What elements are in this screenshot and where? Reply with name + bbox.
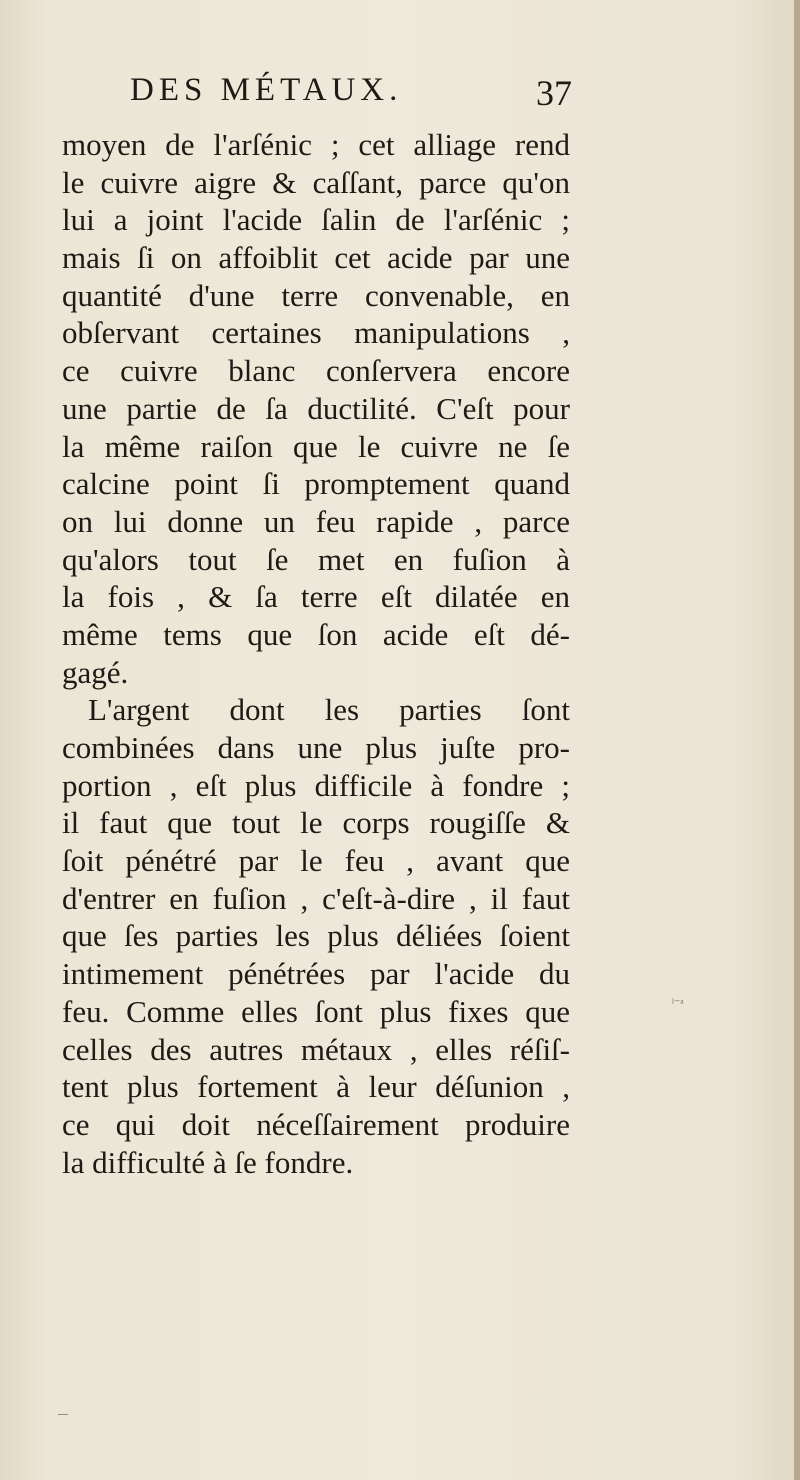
text-line: le cuivre aigre & caſſant, parce qu'on (62, 164, 570, 200)
text-line: la fois , & ſa terre eſt dilatée en (62, 579, 570, 615)
text-line: une partie de ſa ductilité. C'eſt pour (62, 390, 570, 426)
text-line: obſervant certaines manipulations , (62, 315, 570, 351)
page-number: 37 (536, 73, 572, 113)
dash-mark (58, 1414, 68, 1415)
text-line: celles des autres métaux , elles réſiſ- (62, 1031, 570, 1067)
margin-mark: ˡ⁻ᵃ (672, 996, 684, 1010)
text-line: ce qui doit néceſſairement produire (62, 1106, 570, 1142)
text-line: on lui donne un feu rapide , parce (62, 503, 570, 539)
text-line: il faut que tout le corps rougiſſe & (62, 805, 570, 841)
text-line: portion , eſt plus difficile à fondre ; (62, 767, 570, 803)
text-line: mais ſi on affoiblit cet acide par une (62, 240, 570, 276)
text-line: gagé. (62, 654, 129, 690)
text-line: calcine point ſi promptement quand (62, 466, 570, 502)
text-line: la difficulté à ſe fondre. (62, 1144, 354, 1180)
text-line: tent plus fortement à leur déſunion , (62, 1069, 570, 1105)
text-line: ſoit pénétré par le feu , avant que (62, 843, 570, 879)
text-line: qu'alors tout ſe met en fuſion à (62, 541, 570, 577)
text-line: lui a joint l'acide ſalin de l'arſénic ; (62, 202, 570, 238)
paragraph-start-line: L'argent dont les parties ſont (88, 692, 570, 728)
text-line: combinées dans une plus juſte pro- (62, 730, 570, 765)
body-text (62, 126, 570, 1181)
text-line: ce cuivre blanc conſervera encore (62, 353, 570, 389)
page-header (120, 70, 580, 120)
text-line: feu. Comme elles ſont plus fixes que (62, 993, 570, 1029)
text-line: d'entrer en fuſion , c'eſt-à-dire , il faut (62, 880, 570, 916)
text-line: que ſes parties les plus déliées ſoient (62, 918, 570, 954)
text-line: moyen de l'arſénic ; cet alliage rend (62, 127, 570, 162)
running-head: DES MÉTAUX. (130, 72, 403, 108)
page-edge (794, 0, 800, 1480)
text-line: la même raiſon que le cuivre ne ſe (62, 428, 570, 464)
text-line: quantité d'une terre convenable, en (62, 277, 570, 313)
text-line: intimement pénétrées par l'acide du (62, 956, 570, 992)
text-line: même tems que ſon acide eſt dé- (62, 616, 570, 652)
